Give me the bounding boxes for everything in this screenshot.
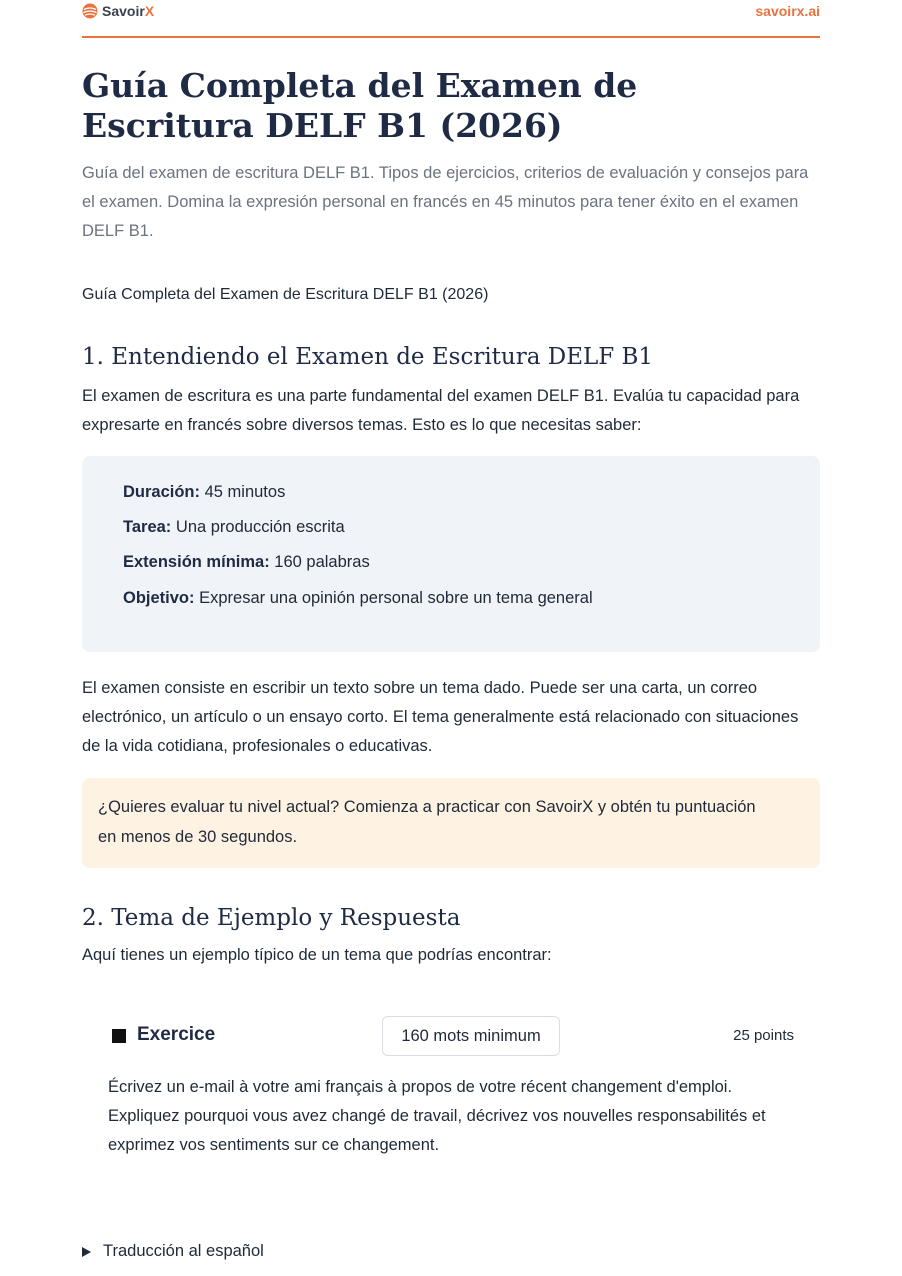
disclosure-triangle-icon	[82, 1247, 91, 1257]
exercise-prompt: Écrivez un e-mail à votre ami français à propos de votre récent changement d'emploi. Expliquez pourquoi vous avez changé de travail, décrivez vos nouvelles responsabilités et exprimez vos sentiments sur ce changement.	[108, 1078, 766, 1154]
square-bullet-icon	[112, 1029, 126, 1043]
document-title-line: Guía Completa del Examen de Escritura DELF B1 (2026)	[82, 286, 489, 303]
exercise-points: 25 points	[733, 1027, 794, 1044]
site-header	[82, 0, 820, 38]
fact-task: Tarea: Una producción escrita	[123, 518, 345, 536]
practice-callout	[82, 778, 820, 868]
savoirx-logo-icon	[82, 3, 98, 19]
translation-toggle-label: Traducción al español	[103, 1242, 264, 1260]
article-title: Guía Completa del Examen de Escritura DELF B1 (2026)	[82, 66, 638, 145]
fact-duration: Duración: 45 minutos	[123, 483, 286, 501]
fact-objective: Objetivo: Expresar una opinión personal sobre un tema general	[123, 589, 593, 607]
exercise-card	[82, 1000, 820, 1190]
section-2-heading: 2. Tema de Ejemplo y Respuesta	[82, 905, 461, 931]
section-2-intro: Aquí tienes un ejemplo típico de un tema que podrías encontrar:	[82, 946, 552, 964]
translation-toggle[interactable]	[82, 1242, 264, 1261]
section-1-intro: El examen de escritura es una parte fundamental del examen DELF B1. Evalúa tu capacidad para expresarte en francés sobre diversos temas. Esto es lo que necesitas saber:	[82, 387, 800, 434]
brand-logo-link[interactable]	[82, 3, 154, 19]
section-1-heading: 1. Entendiendo el Examen de Escritura DELF B1	[82, 344, 654, 370]
article-lead: Guía del examen de escritura DELF B1. Tipos de ejercicios, criterios de evaluación y consejos para el examen. Domina la expresión personal en francés en 45 minutos para tener éxito en el examen DELF B1.	[82, 164, 809, 240]
exercise-title: Exercice	[137, 1024, 216, 1045]
exam-facts-box	[82, 456, 820, 652]
fact-min-length: Extensión mínima: 160 palabras	[123, 553, 370, 571]
word-count-badge: 160 mots minimum	[382, 1016, 560, 1056]
practice-callout-text[interactable]: ¿Quieres evaluar tu nivel actual? Comienza a practicar con SavoirX y obtén tu puntuación en menos de 30 segundos.	[98, 798, 756, 846]
brand-name: SavoirX	[102, 3, 155, 19]
site-url-link[interactable]: savoirx.ai	[755, 3, 820, 19]
section-1-body: El examen consiste en escribir un texto sobre un tema dado. Puede ser una carta, un correo electrónico, un artículo o un ensayo corto. El tema generalmente está relacionado con situaciones de la vida cotidiana, profesionales o educativas.	[82, 679, 799, 755]
